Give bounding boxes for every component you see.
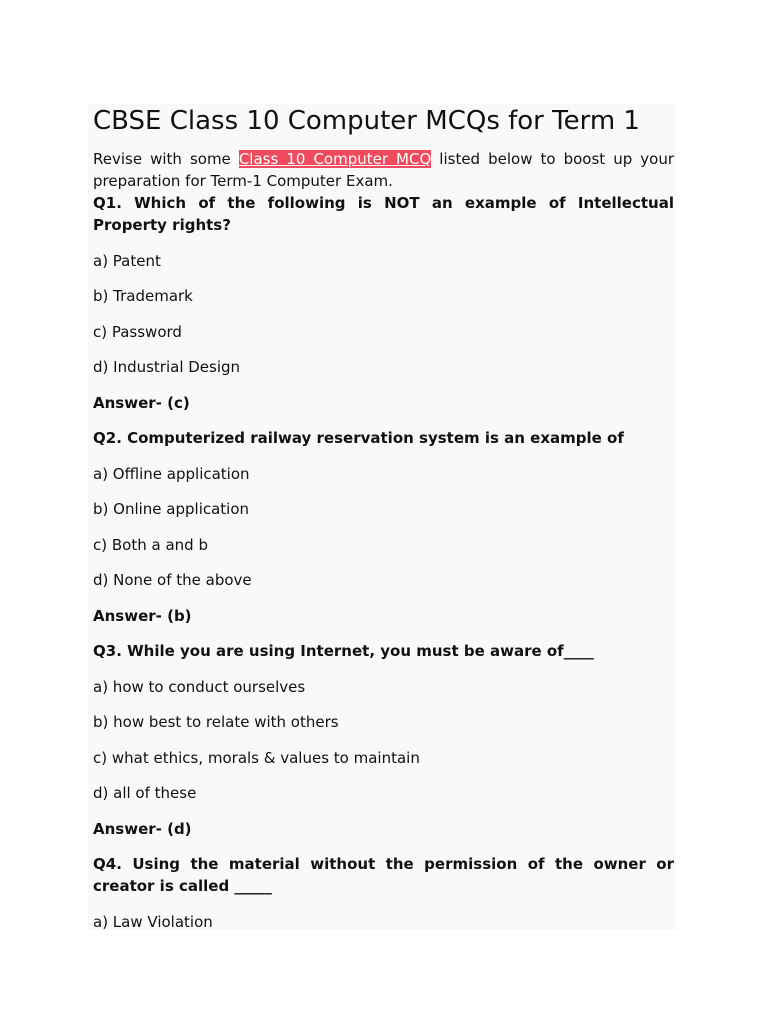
q1-answer: Answer- (c) [93,393,190,412]
q1-option-c: c) Password [93,322,182,341]
question-1: Q1. Which of the following is NOT an example of Intellectual Property rights? [93,194,674,234]
q3-answer: Answer- (d) [93,819,192,838]
q1-option-a: a) Patent [93,251,161,270]
question-4: Q4. Using the material without the permission of the owner or creator is called _____ [93,855,674,895]
q4-option-a: a) Law Violation [93,912,213,931]
question-2: Q2. Computerized railway reservation system is an example of [93,429,624,447]
q2-option-c: c) Both a and b [93,535,208,554]
q3-option-c: c) what ethics, morals & values to maintain [93,748,420,767]
q3-option-d: d) all of these [93,784,197,802]
class-10-computer-mcq-link[interactable]: Class 10 Computer MCQ [238,150,432,168]
intro-text-before: Revise with some [93,150,239,168]
q1-option-d: d) Industrial Design [93,358,241,376]
document-content [93,104,674,933]
q2-option-a: a) Offline application [93,464,250,483]
q1-option-b: b) Trademark [93,287,193,305]
q3-option-b: b) how best to relate with others [93,713,339,731]
q2-answer: Answer- (b) [93,606,192,625]
intro-paragraph [93,148,674,192]
q2-option-b: b) Online application [93,500,250,518]
q2-option-d: d) None of the above [93,571,252,589]
q3-option-a: a) how to conduct ourselves [93,677,306,696]
question-3: Q3. While you are using Internet, you must be aware of____ [93,642,594,660]
page-title: CBSE Class 10 Computer MCQs for Term 1 [93,106,640,136]
intro-text-after: listed below to boost up your preparation for Term-1 Computer Exam. [93,150,674,190]
